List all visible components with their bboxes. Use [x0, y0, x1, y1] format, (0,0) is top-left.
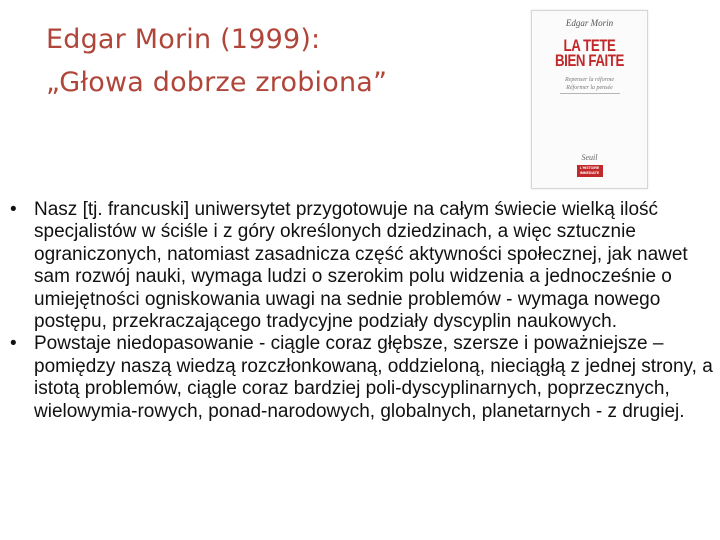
book-cover	[538, 15, 641, 184]
bullet-text: Powstaje niedopasowanie - ciągle coraz głębsze, szersze i poważniejsze – pomiędzy naszą wiedzą rozczłonkowaną, oddzieloną, nieciągłą z jednej strony, a istotą problemów, ciągle coraz bardziej poli-dyscyplinarnych, poprzecznych, wielowymia-rowych, ponad-narodowych, globalnych, planetarnych - z drugiej.	[34, 333, 713, 422]
bullet-item	[10, 333, 714, 423]
book-title: LA TETE BIEN FAITE	[554, 36, 625, 70]
bullet-text: Nasz [tj. francuski] uniwersytet przygotowuje na całym świecie wielką ilość specjalistów w ściśle i z góry określonych dziedzinach, a więc sztucznie ograniczonych, natomiast zasadnicza część aktywności społecznej, jak nawet sam rozwój nauki, wymaga ludzi o szerokim polu widzenia a jednocześnie o umiejętności ogniskowania uwagi na sednie problemów - wymaga nowego postępu, przekraczającego tradycyjne podziały dyscyplin naukowych.	[34, 199, 688, 333]
book-publisher: Seuil	[581, 153, 598, 162]
slide-title	[46, 18, 486, 104]
slide-title-line-1: Edgar Morin (1999):	[46, 24, 321, 55]
book-divider	[560, 93, 620, 94]
book-subtitle: Repenser la réforme Réformer la pensée	[565, 77, 614, 91]
bullet-marker: •	[10, 199, 17, 220]
book-collection-badge: L'HISTOIRE IMMEDIATE	[577, 165, 603, 177]
book-cover-image	[531, 10, 648, 189]
slide-title-line-2: „Głowa dobrze zrobiona”	[46, 67, 388, 98]
bullet-item	[10, 199, 714, 333]
bullet-marker: •	[10, 333, 17, 355]
book-author: Edgar Morin	[565, 18, 614, 28]
bullet-list	[10, 199, 714, 423]
